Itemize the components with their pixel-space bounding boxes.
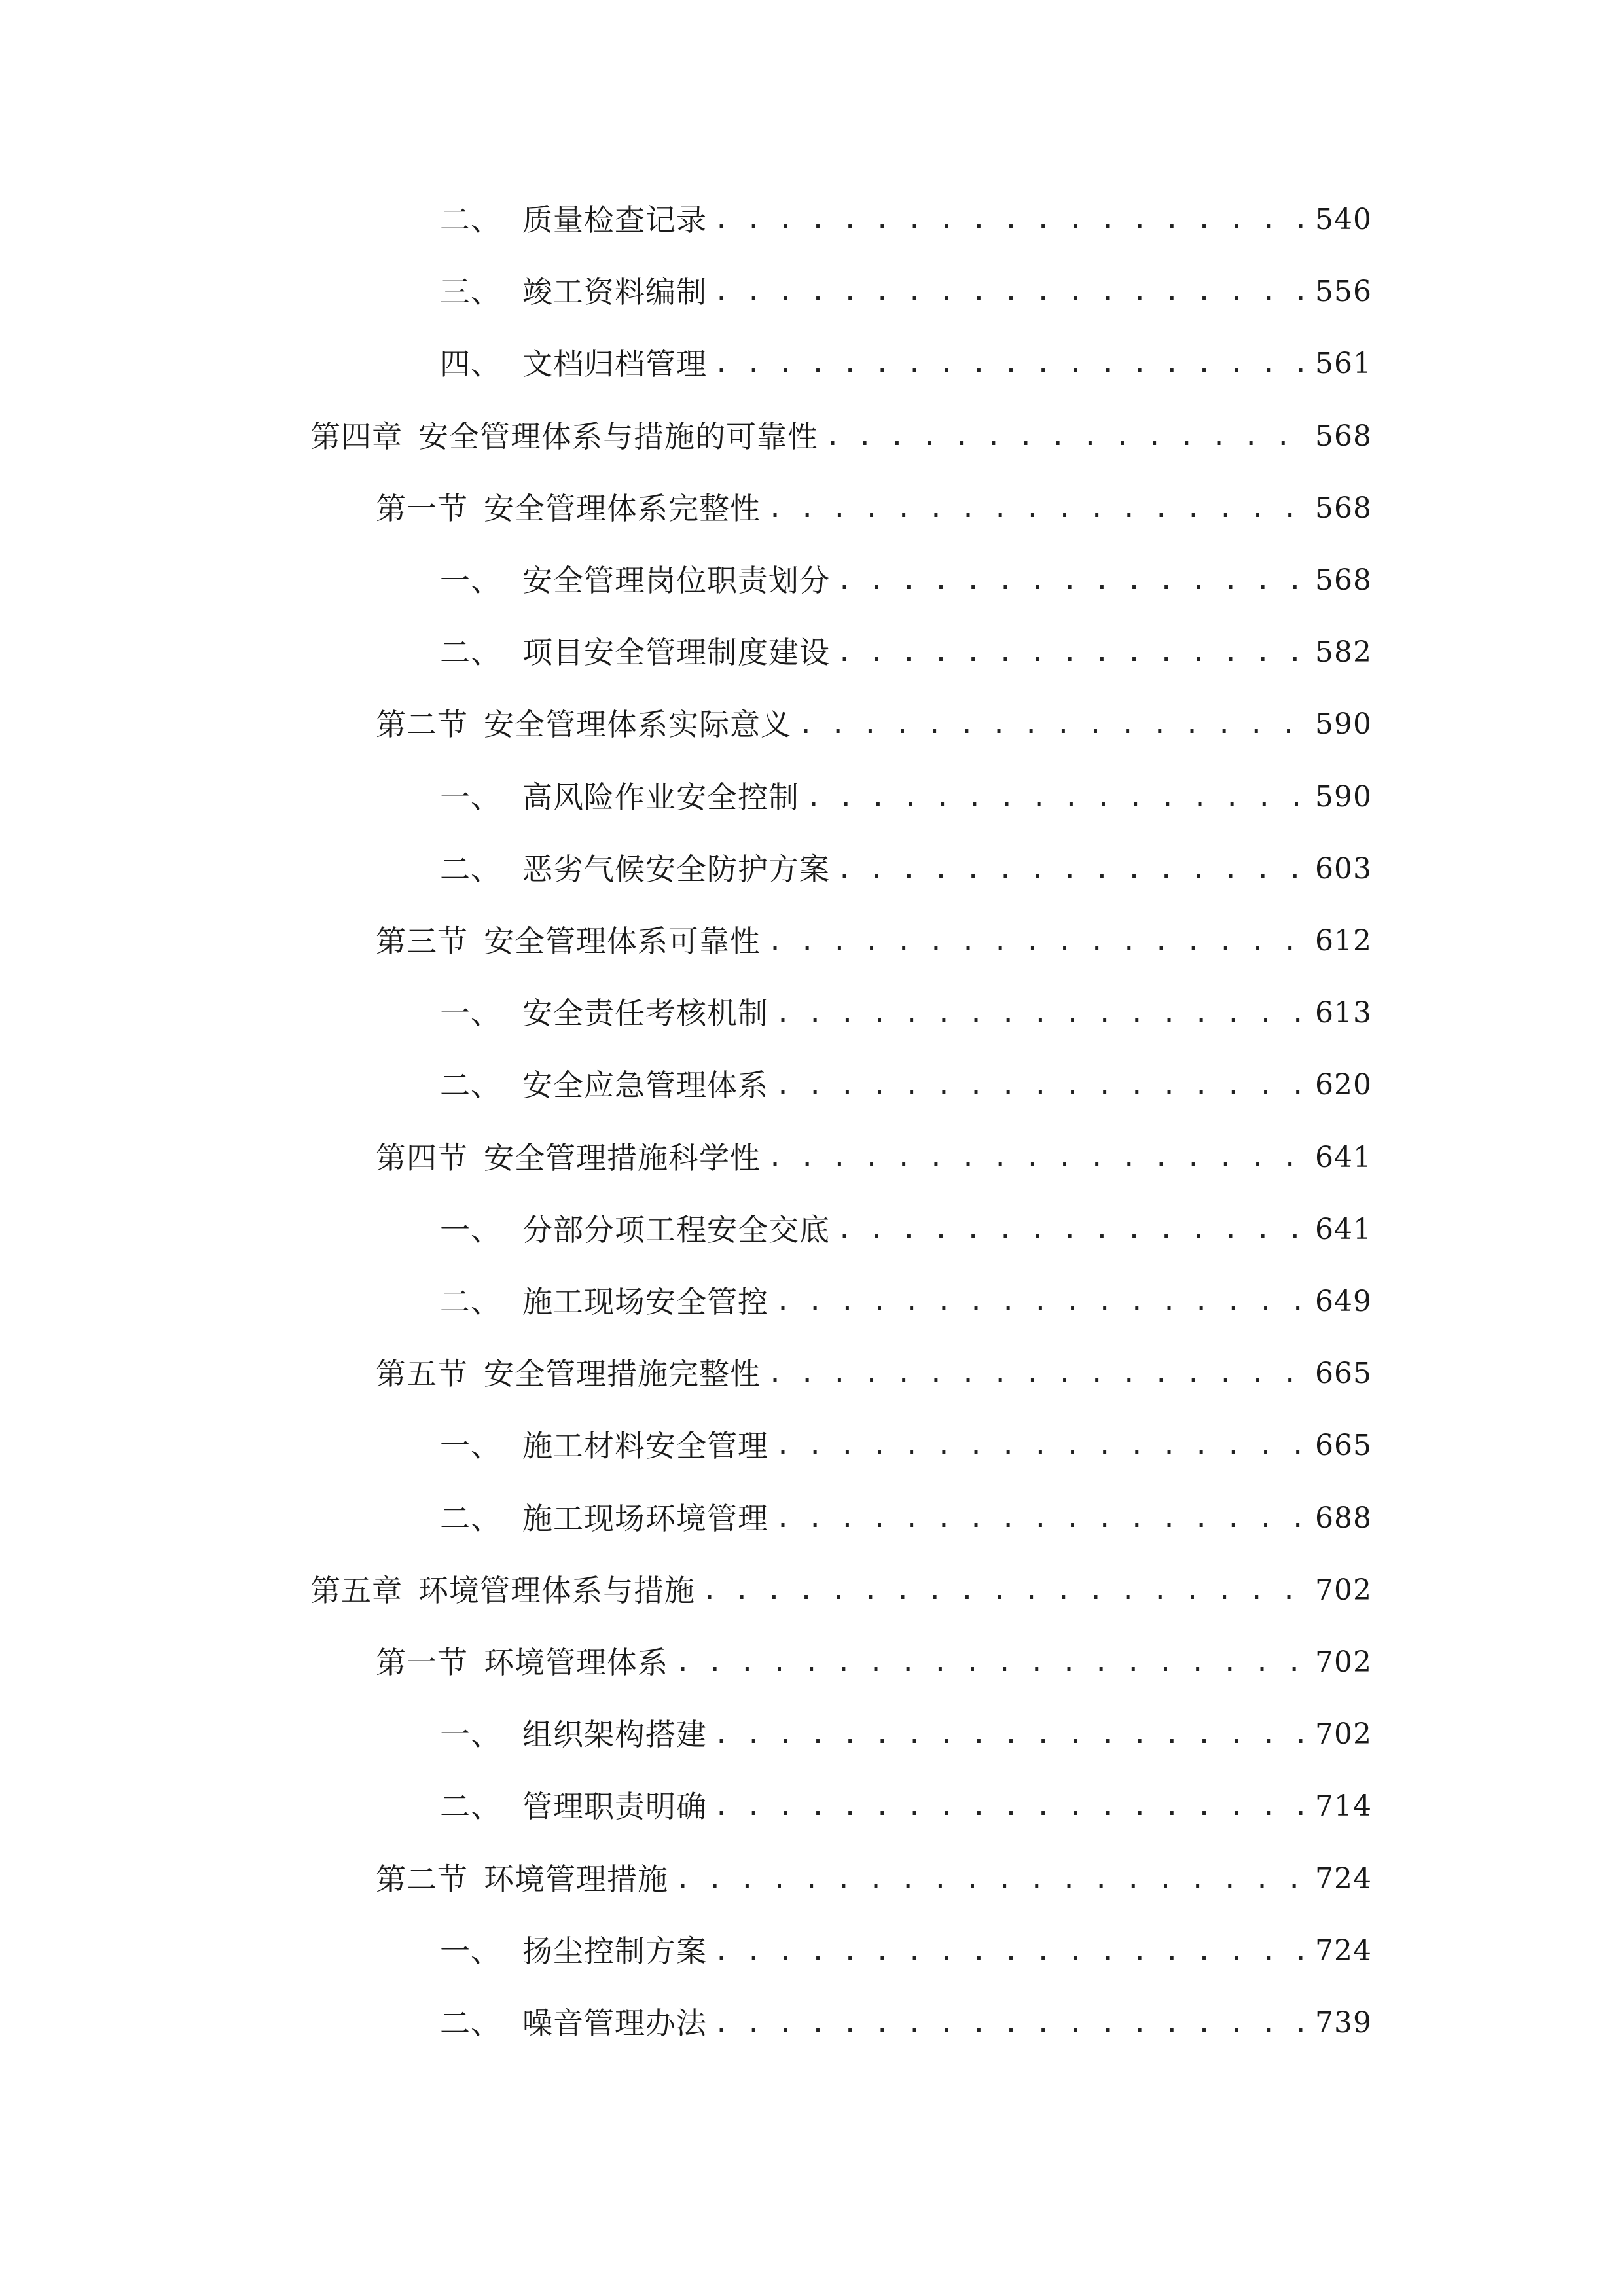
toc-entry-label	[440, 1495, 768, 1542]
toc-entry-label	[440, 774, 799, 821]
toc-entry-title: 组织架构搭建	[522, 1717, 707, 1752]
toc-entry-label	[376, 918, 761, 965]
toc-entry-number: 一、	[440, 1212, 501, 1247]
toc-dot-leader	[767, 918, 1306, 965]
toc-dot-leader	[675, 1639, 1306, 1686]
toc-entry-title: 扬尘控制方案	[522, 1933, 707, 1969]
toc-dot-leader	[775, 1278, 1306, 1325]
toc-entry-title: 环境管理体系与措施	[418, 1573, 695, 1608]
toc-entry-title: 恶劣气候安全防护方案	[522, 852, 830, 887]
toc-page-number: 702	[1315, 1645, 1372, 1679]
toc-entry-title: 安全管理体系完整性	[484, 491, 761, 526]
toc-entry-title: 安全责任考核机制	[522, 996, 768, 1031]
toc-entry-title: 安全管理措施科学性	[484, 1140, 761, 1175]
toc-page-number: 613	[1315, 996, 1372, 1030]
toc-page-number: 724	[1315, 1862, 1372, 1895]
toc-page-number: 590	[1315, 780, 1372, 814]
toc-page-number: 724	[1315, 1934, 1372, 1967]
toc-dot-leader	[837, 1206, 1306, 1253]
toc-entry-number: 一、	[440, 1717, 501, 1752]
toc-entry-number: 四、	[440, 346, 501, 382]
toc-page-number: 739	[1315, 2006, 1372, 2039]
toc-dot-leader	[713, 196, 1306, 243]
toc-page-number: 620	[1315, 1068, 1372, 1102]
toc-entry-title: 文档归档管理	[522, 346, 707, 382]
toc-entry[interactable]	[440, 629, 1372, 676]
toc-page-number: 556	[1315, 275, 1372, 308]
toc-entry-title: 管理职责明确	[522, 1789, 707, 1824]
toc-entry-title: 施工材料安全管理	[522, 1428, 768, 1463]
toc-entry[interactable]	[376, 1639, 1372, 1686]
toc-entry-label	[376, 1350, 761, 1397]
toc-entry-title: 安全管理岗位职责划分	[522, 563, 830, 598]
toc-entry-title: 安全应急管理体系	[522, 1067, 768, 1103]
toc-entry-label	[440, 1278, 768, 1325]
toc-entry-number: 第三节	[376, 924, 468, 959]
toc-entry-number: 第四章	[310, 419, 403, 454]
toc-entry[interactable]	[440, 1711, 1372, 1758]
toc-entry[interactable]	[440, 774, 1372, 821]
toc-entry-label	[376, 1856, 668, 1903]
toc-dot-leader	[775, 990, 1306, 1037]
toc-entry-label	[440, 990, 768, 1037]
toc-page-number: 568	[1315, 564, 1372, 597]
toc-entry-title: 施工现场安全管控	[522, 1284, 768, 1319]
toc-dot-leader	[837, 629, 1306, 676]
toc-dot-leader	[713, 340, 1306, 387]
toc-entry[interactable]	[440, 1062, 1372, 1109]
toc-entry-title: 安全管理体系实际意义	[484, 707, 791, 742]
toc-page-number: 714	[1315, 1789, 1372, 1823]
toc-dot-leader	[767, 485, 1306, 532]
toc-page-number: 665	[1315, 1357, 1372, 1390]
toc-entry-label	[376, 701, 791, 748]
toc-entry[interactable]	[440, 268, 1372, 315]
toc-entry[interactable]	[310, 1567, 1372, 1614]
toc-entry-title: 安全管理体系与措施的可靠性	[418, 419, 818, 454]
toc-page-number: 641	[1315, 1141, 1372, 1174]
toc-entry-title: 质量检查记录	[522, 202, 707, 238]
toc-entry[interactable]	[440, 340, 1372, 387]
toc-entry-title: 施工现场环境管理	[522, 1501, 768, 1536]
toc-page-number: 665	[1315, 1429, 1372, 1462]
toc-entry-number: 第五节	[376, 1356, 468, 1391]
toc-dot-leader	[806, 774, 1306, 821]
toc-entry-label	[440, 1422, 768, 1469]
toc-dot-leader	[825, 413, 1306, 460]
toc-entry[interactable]	[440, 557, 1372, 604]
toc-entry-label	[440, 1928, 707, 1975]
toc-entry-number: 第一节	[376, 1645, 468, 1680]
toc-entry[interactable]	[440, 1278, 1372, 1325]
toc-entry[interactable]	[440, 846, 1372, 893]
toc-entry[interactable]	[440, 1495, 1372, 1542]
toc-entry[interactable]	[310, 413, 1372, 460]
toc-dot-leader	[713, 1711, 1306, 1758]
toc-entry-title: 安全管理措施完整性	[484, 1356, 761, 1391]
toc-dot-leader	[775, 1495, 1306, 1542]
toc-entry-number: 一、	[440, 996, 501, 1031]
toc-entry[interactable]	[376, 1350, 1372, 1397]
toc-entry-title: 竣工资料编制	[522, 274, 707, 310]
toc-entry-label	[440, 1711, 707, 1758]
toc-entry-number: 二、	[440, 1501, 501, 1536]
toc-dot-leader	[713, 268, 1306, 315]
toc-entry-number: 第二节	[376, 707, 468, 742]
toc-entry-label	[440, 629, 830, 676]
toc-entry-number: 第四节	[376, 1140, 468, 1175]
toc-entry[interactable]	[376, 1134, 1372, 1181]
toc-entry[interactable]	[440, 990, 1372, 1037]
toc-entry-number: 二、	[440, 202, 501, 238]
toc-dot-leader	[767, 1134, 1306, 1181]
toc-page-number: 568	[1315, 420, 1372, 453]
toc-entry-number: 一、	[440, 1933, 501, 1969]
toc-page-number: 641	[1315, 1213, 1372, 1246]
toc-page-number: 612	[1315, 924, 1372, 958]
toc-page-number: 603	[1315, 852, 1372, 886]
toc-entry-title: 安全管理体系可靠性	[484, 924, 761, 959]
toc-entry-title: 高风险作业安全控制	[522, 780, 799, 815]
toc-entry-title: 环境管理体系	[484, 1645, 668, 1680]
toc-entry-label	[440, 268, 707, 315]
toc-page-number: 702	[1315, 1717, 1372, 1751]
toc-dot-leader	[675, 1856, 1306, 1903]
toc-dot-leader	[798, 701, 1306, 748]
toc-entry-number: 二、	[440, 1284, 501, 1319]
toc-entry-label	[376, 1639, 668, 1686]
toc-dot-leader	[775, 1422, 1306, 1469]
toc-entry-label	[440, 196, 707, 243]
toc-entry-number: 第一节	[376, 491, 468, 526]
toc-entry-label	[440, 340, 707, 387]
toc-page-number: 702	[1315, 1573, 1372, 1607]
toc-page-number: 561	[1315, 347, 1372, 380]
toc-entry-label	[310, 413, 818, 460]
toc-entry-title: 项目安全管理制度建设	[522, 635, 830, 670]
toc-page-number: 590	[1315, 708, 1372, 741]
toc-dot-leader	[837, 557, 1306, 604]
toc-dot-leader	[837, 846, 1306, 893]
toc-dot-leader	[767, 1350, 1306, 1397]
toc-entry-label	[440, 1783, 707, 1830]
toc-entry[interactable]	[440, 1783, 1372, 1830]
toc-entry[interactable]	[440, 1422, 1372, 1469]
toc-entry-number: 三、	[440, 274, 501, 310]
toc-entry[interactable]	[376, 701, 1372, 748]
toc-entry-label	[440, 846, 830, 893]
toc-entry-number: 第二节	[376, 1861, 468, 1897]
toc-dot-leader	[713, 2000, 1306, 2047]
toc-page-number: 688	[1315, 1501, 1372, 1535]
toc-entry[interactable]	[440, 1206, 1372, 1253]
toc-entry[interactable]	[440, 196, 1372, 243]
toc-entry-label	[440, 557, 830, 604]
toc-entry-number: 一、	[440, 563, 501, 598]
toc-entry-number: 二、	[440, 1789, 501, 1824]
toc-dot-leader	[713, 1783, 1306, 1830]
toc-entry[interactable]	[440, 2000, 1372, 2047]
toc-entry[interactable]	[440, 1928, 1372, 1975]
toc-entry[interactable]	[376, 485, 1372, 532]
toc-entry-number: 二、	[440, 635, 501, 670]
toc-entry-title: 分部分项工程安全交底	[522, 1212, 830, 1247]
toc-entry-label	[440, 1062, 768, 1109]
toc-entry-label	[440, 1206, 830, 1253]
toc-entry-label	[376, 485, 761, 532]
toc-dot-leader	[702, 1567, 1306, 1614]
toc-entry-number: 一、	[440, 780, 501, 815]
toc-entry-title: 噪音管理办法	[522, 2005, 707, 2041]
toc-entry-title: 环境管理措施	[484, 1861, 668, 1897]
toc-page-number: 582	[1315, 636, 1372, 669]
toc-dot-leader	[713, 1928, 1306, 1975]
toc-entry-number: 二、	[440, 852, 501, 887]
toc-entry-number: 第五章	[310, 1573, 403, 1608]
toc-page-number: 568	[1315, 492, 1372, 525]
toc-entry-label	[310, 1567, 695, 1614]
toc-dot-leader	[775, 1062, 1306, 1109]
toc-entry[interactable]	[376, 1856, 1372, 1903]
toc-entry-label	[440, 2000, 707, 2047]
toc-page-number: 649	[1315, 1285, 1372, 1318]
toc-entry-number: 一、	[440, 1428, 501, 1463]
toc-entry-number: 二、	[440, 1067, 501, 1103]
toc-page-number: 540	[1315, 203, 1372, 236]
toc-entry-number: 二、	[440, 2005, 501, 2041]
toc-entry[interactable]	[376, 918, 1372, 965]
toc-entry-label	[376, 1134, 761, 1181]
